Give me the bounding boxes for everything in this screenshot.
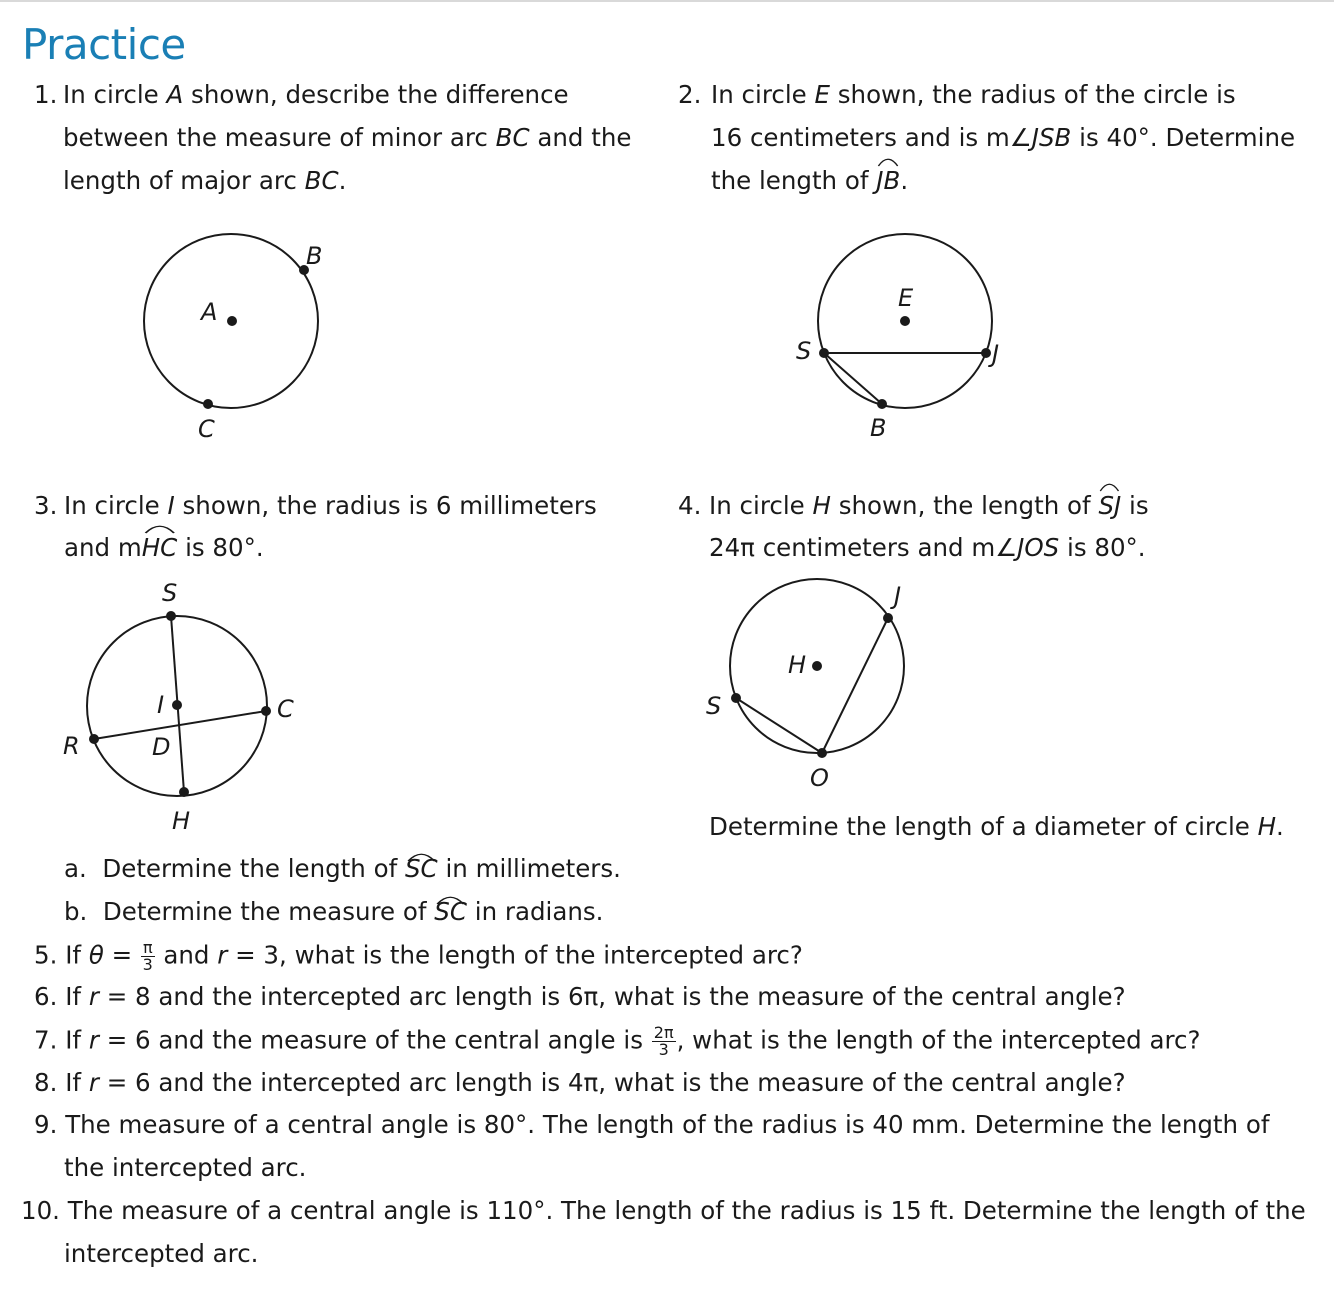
label-c: C — [198, 415, 215, 443]
point-h — [179, 787, 189, 797]
center-point — [812, 661, 822, 671]
arc-notation: JB — [876, 159, 900, 202]
circle-e-diagram — [780, 225, 1030, 450]
label-b: B — [870, 414, 887, 442]
problem-4-question: Determine the length of a diameter of circle H. — [709, 812, 1284, 841]
sub-question-b: b. Determine the measure of SC in radians. — [64, 897, 604, 926]
label-c: C — [277, 695, 294, 723]
arc-notation: HC — [142, 526, 178, 569]
problem-number: 4. — [678, 491, 702, 520]
point-j — [883, 613, 893, 623]
label-e: E — [898, 284, 914, 312]
label-o: O — [810, 764, 829, 792]
problem-10-continued: intercepted arc. — [64, 1239, 259, 1268]
circle-i-diagram — [55, 575, 315, 840]
arc-notation: SC — [405, 854, 438, 883]
label-h: H — [172, 807, 191, 835]
sub-question-a: a. Determine the length of SC in millimeters. — [64, 854, 621, 883]
chord-sb — [824, 353, 882, 404]
center-point — [172, 700, 182, 710]
label-a: A — [201, 298, 218, 326]
label-s: S — [706, 692, 722, 720]
label-j: J — [992, 340, 1000, 368]
problem-4: 4. In circle H shown, the length of SJ is 24π centimeters and m∠JOS is 80°. — [678, 484, 1328, 574]
top-divider — [0, 0, 1334, 2]
label-b: B — [306, 242, 323, 270]
problem-number: 1. — [34, 80, 58, 109]
point-r — [89, 734, 99, 744]
point-s — [731, 693, 741, 703]
problem-5: 5. If θ = $\frac{\pi}{3}$ and r = 3, what is the length of the intercepted arc? — [34, 938, 803, 974]
label-s: S — [796, 337, 812, 365]
problem-7: 7. If r = 6 and the measure of the central angle is $\frac{2\pi}{3}$ , what is the length of the intercepted arc? — [34, 1023, 1201, 1059]
problem-1: 1. In circle A shown, describe the difference between the measure of minor arc BC and the length of major arc BC. — [34, 73, 654, 203]
circle-a-diagram — [120, 230, 350, 450]
center-point — [900, 316, 910, 326]
problem-6: 6. If r = 8 and the intercepted arc length is 6π, what is the measure of the central angle? — [34, 982, 1126, 1011]
problem-number: 3. — [34, 491, 58, 520]
fraction: $\frac{2\pi}{3}$ — [653, 1023, 674, 1059]
circle-h-diagram — [700, 570, 930, 795]
label-r: R — [63, 732, 80, 760]
arc-notation: SJ — [1098, 484, 1121, 527]
center-point — [227, 316, 237, 326]
point-o — [817, 748, 827, 758]
problem-9-continued: the intercepted arc. — [64, 1153, 307, 1182]
label-h: H — [788, 651, 807, 679]
problem-9: 9. The measure of a central angle is 80°. The length of the radius is 40 mm. Determine the length of — [34, 1110, 1270, 1139]
point-c — [261, 706, 271, 716]
chord-oj — [822, 618, 888, 753]
point-b — [877, 399, 887, 409]
label-d: D — [152, 733, 171, 761]
problem-8: 8. If r = 6 and the intercepted arc length is 4π, what is the measure of the central angle? — [34, 1068, 1126, 1097]
arc-notation: SC — [434, 897, 467, 926]
point-c — [203, 399, 213, 409]
point-s — [166, 611, 176, 621]
problem-number: 2. — [678, 80, 702, 109]
problem-10: 10. The measure of a central angle is 110°. The length of the radius is 15 ft. Determine the length of the — [21, 1196, 1306, 1225]
label-s: S — [162, 579, 178, 607]
point-j — [981, 348, 991, 358]
label-i: I — [157, 691, 165, 719]
problem-3: 3. In circle I shown, the radius is 6 millimeters and m HC is 80°. — [34, 484, 654, 574]
fraction: $\frac{\pi}{3}$ — [142, 938, 153, 974]
problem-2: 2. In circle E shown, the radius of the circle is 16 centimeters and is m∠JSB is 40°. Determine the length of JB. — [678, 73, 1328, 203]
label-j: J — [894, 582, 902, 610]
section-title: Practice — [22, 20, 186, 69]
point-s — [819, 348, 829, 358]
